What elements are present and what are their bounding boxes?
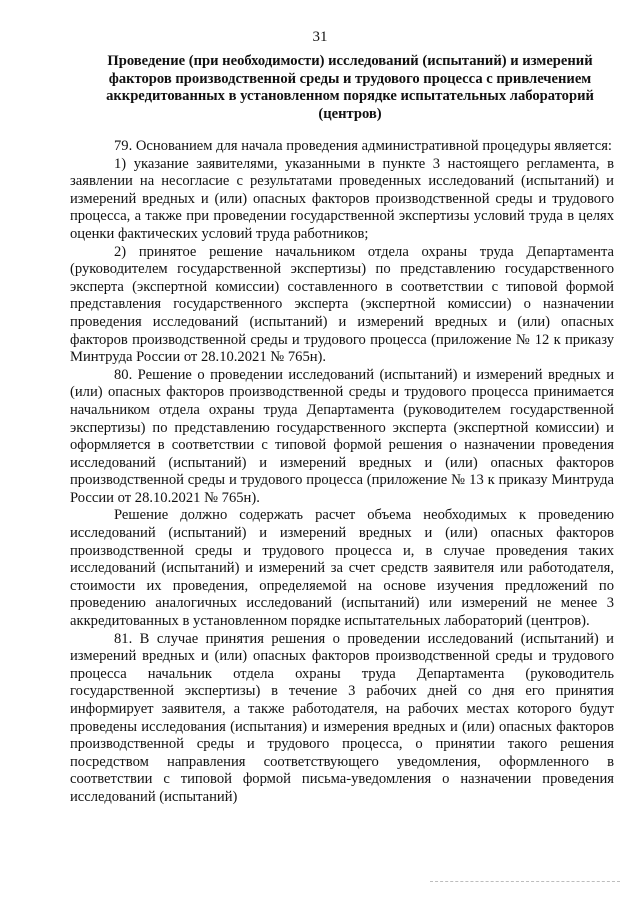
paragraph-80: 80. Решение о проведении исследований (испытаний) и измерений вредных и (или) опасных факторов производственной среды и трудового процесса принимается начальником отдела охраны труда Департамента (руководителем государственной экспертизы) по представлению государственного эксперта (экспертной комиссии) и оформляется в соответствии с типовой формой решения о назначении проведения исследований (испытаний) и измерений вредных и (или) опасных факторов производственной среды и трудового процесса (приложение № 13 к приказу Минтруда России от 28.10.2021 № 765н). xyxy=(70,366,614,506)
document-body xyxy=(70,138,614,807)
paragraph-80-decision: Решение должно содержать расчет объема необходимых к проведению исследований (испытаний) и измерений вредных и (или) опасных факторов производственной среды и трудового процесса и, в случае проведения таких исследований (испытаний) и измерений за счет средств заявителя или работодателя, стоимости их проведения, определяемой на основе изучения предложений по проведению аналогичных исследований (испытаний) или измерений не менее 3 аккредитованных в установленном порядке испытательных лабораторий (центров). xyxy=(70,507,614,630)
paragraph-79-item-1: 1) указание заявителями, указанными в пункте 3 настоящего регламента, в заявлении на несогласие с результатами проведенных исследований (испытаний) и измерений вредных и (или) опасных факторов производственной среды и трудового процесса, а также при проведении государственной экспертизы условий труда в целях оценки фактических условий труда работников; xyxy=(70,155,614,242)
paragraph-79: 79. Основанием для начала проведения административной процедуры является: xyxy=(114,138,612,154)
paragraph-79-item-2: 2) принятое решение начальником отдела охраны труда Департамента (руководителем государственной экспертизы) по представлению государственного эксперта (экспертной комиссии) составленного в соответствии с типовой формой представления государственного эксперта (экспертной комиссии) о назначении проведения исследований (испытаний) и измерений вредных и (или) опасных факторов производственной среды и трудового процесса (приложение № 12 к приказу Минтруда России от 28.10.2021 № 765н). xyxy=(70,243,614,366)
paragraph-81: 81. В случае принятия решения о проведении исследований (испытаний) и измерений вредных и (или) опасных факторов производственной среды и трудового процесса начальник отдела охраны труда Департамента (руководитель государственной экспертизы) в течение 3 рабочих дней со дня его принятия информирует заявителя, а также работодателя, на рабочих местах которого будут проведены исследования (испытания) и измерения вредных и (или) опасных факторов производственной среды и трудового процесса, о принятии такого решения посредством направления соответствующего уведомления, оформленного в соответствии с типовой формой письма-уведомления о назначении проведения исследований (испытаний) xyxy=(70,630,614,805)
section-heading: Проведение (при необходимости) исследований (испытаний) и измерений факторов производственной среды и трудового процесса с привлечением аккредитованных в установленном порядке испытательных лабораторий (центров) xyxy=(106,53,594,122)
footer-divider xyxy=(430,881,620,882)
page-number: 31 xyxy=(312,29,328,45)
